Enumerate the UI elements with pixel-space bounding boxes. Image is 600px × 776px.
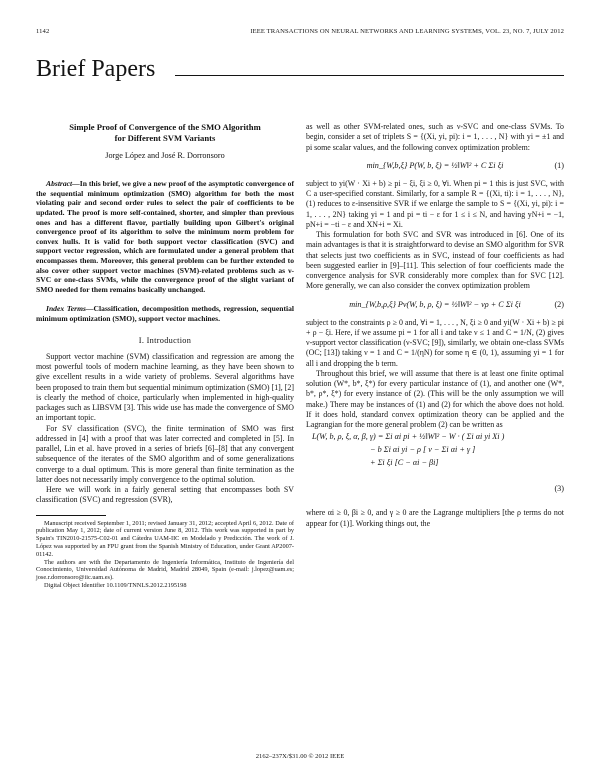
index-terms bbox=[36, 304, 294, 323]
equation-2 bbox=[306, 292, 564, 318]
equation-3-number: (3) bbox=[554, 484, 564, 494]
equation-1 bbox=[306, 153, 564, 179]
section-heading bbox=[36, 56, 564, 84]
section-heading-rule bbox=[175, 75, 564, 76]
left-column bbox=[36, 122, 294, 590]
equation-2-body: min_{W,b,ρ,ξ} Pν(W, b, ρ, ξ) = ½‖W‖² − νρ + C Σi ξi bbox=[349, 299, 521, 309]
equation-3 bbox=[306, 430, 564, 508]
section-heading-text: Brief Papers bbox=[36, 56, 156, 82]
right-paragraph-6: where αi ≥ 0, βi ≥ 0, and γ ≥ 0 are the Lagrange multipliers [the ρ terms do not appear for (1)]. Working things out, the bbox=[306, 508, 564, 528]
equation-3-line-3: + Σi ξi [C − αi − βi] bbox=[370, 458, 439, 468]
paper-title bbox=[36, 122, 294, 144]
equation-2-number: (2) bbox=[554, 299, 564, 309]
equation-1-number: (1) bbox=[554, 160, 564, 170]
right-column bbox=[306, 122, 564, 529]
index-terms-text: Classification, decomposition methods, regression, sequential minimum optimization (SMO), support vector machines. bbox=[36, 304, 295, 323]
footnote-separator bbox=[36, 515, 106, 516]
equation-3-line-1: L(W, b, ρ, ξ, α, β, γ) = Σi αi pi + ½‖W‖² − W · ( Σi αi yi Xi ) bbox=[312, 432, 505, 442]
intro-paragraph-3: Here we will work in a fairly general setting that encompasses both SV classification (SVC) and regression (SVR), bbox=[36, 485, 294, 505]
right-paragraph-3: This formulation for both SVC and SVR was introduced in [6]. One of its main advantages is that it is straightforward to devise an SMO algorithm for SVR that selects just two coefficients as in SVC, instead of four coefficients as had been suggested earlier in [9]–[11]. This selection of four coefficients made the convergence analysis for SVR considerably more complex than for SVC [12]. More generally, we can also consider the convex optimization problem bbox=[306, 230, 564, 291]
footnote-affiliation: The authors are with the Departamento de Ingeniería Informática, Instituto de Ingeniería del Conocimiento, Universidad Autónoma de Madrid, Madrid 28049, Spain (e-mail: j.lopez@uam.es; jose.r.dorronsoro@iic.uam.es). bbox=[36, 558, 294, 582]
intro-paragraph-2: For SV classification (SVC), the finite termination of SMO was first addressed in [4] with a proof that was later corrected and completed in [5]. In parallel, Lin et al. have proved in a series of briefs [6]–[8] that any convergent subsequence of the iterates of the SMO algorithm and of some generalizations converge to a dual optimum. This is more general than finite termination as the latter does not necessarily imply convergence to the optimal solution. bbox=[36, 423, 294, 484]
abstract-label: Abstract— bbox=[46, 179, 80, 189]
index-terms-label: Index Terms— bbox=[46, 304, 94, 314]
right-paragraph-1: as well as other SVM-related ones, such as ν-SVC and one-class SVMs. To begin, consider a set of triplets S = {(Xi, yi, pi): i = 1, . . . , N} with yi = ±1 and pi some scalar values, and the following convex optimization problem: bbox=[306, 122, 564, 152]
abstract bbox=[36, 179, 294, 294]
copyright-footer: 2162–237X/$31.00 © 2012 IEEE bbox=[255, 753, 345, 760]
right-paragraph-2: subject to yi(W · Xi + b) ≥ pi − ξi, ξi ≥ 0, ∀i. When pi = 1 this is just SVC, with C a user-specified constant. Similarly, for a sample R = {(Xi, ti): i = 1, . . . , N}, (1) reduces to ε-insensitive SVR if we enlarge the sample to S = {(Xi, yi, pi): i = 1, . . . , 2N} taking yi = 1 and pi = ti − ε for 1 ≤ i ≤ N, and having yN+i = −1, pN+i = −ti − ε and XN+i = Xi. bbox=[306, 178, 564, 229]
title-line-2: for Different SVM Variants bbox=[114, 133, 216, 143]
equation-1-body: min_{W,b,ξ} P(W, b, ξ) = ½‖W‖² + C Σi ξi bbox=[366, 160, 504, 170]
title-line-1: Simple Proof of Convergence of the SMO Algorithm bbox=[69, 122, 261, 132]
page-number: 1142 bbox=[36, 28, 50, 35]
right-paragraph-4: subject to the constraints ρ ≥ 0 and, ∀i = 1, . . . , N, ξi ≥ 0 and yi(W · Xi + b) ≥ pi + ρ − ξi. Here, if we assume pi = 1 for all i and take ν ≤ 1 and C = 1/N, (2) gives ν-support vector classification (ν-SVC; [9]), similarly, we obtain one-class SVMs (OC; [13]) taking ν = 1 and C = 1/(ηN) for some η ∈ (0, 1), assuming yi = 1 for all i and dropping the b term. bbox=[306, 317, 564, 368]
right-paragraph-5: Throughout this brief, we will assume that there is at least one finite optimal solution (W*, b*, ξ*) for every particular instance of (1), and another one (W*, b*, ρ*, ξ*) for every instance of (2). (This will be the only assumption we will make.) There may be instances of (1) and (2) for which the above does not hold. If it does hold, standard convex optimization theory can be applied and the Lagrangian for the more general problem (2) can be written as bbox=[306, 368, 564, 429]
equation-3-line-2: − b Σi αi yi − ρ [ ν − Σi αi + γ ] bbox=[370, 445, 476, 455]
intro-paragraph-1: Support vector machine (SVM) classification and regression are among the most powerful tools of modern machine learning, as they have been shown to give excellent results in a wide variety of problems. Several algorithms have been proposed to train them but sequential minimum optimization (SMO) [1], [2] is clearly the method of choice, particularly when implemented in high-quality packages such as LIBSVM [3]. This wide use has made the convergence of SMO an important topic. bbox=[36, 351, 294, 423]
footnote-doi: Digital Object Identifier 10.1109/TNNLS.2012.2195198 bbox=[44, 581, 187, 589]
abstract-text: In this brief, we give a new proof of the asymptotic convergence of the sequential minimum optimization (SMO) algorithm for both the most violating pair and second order rules to select the pair of coefficients to be updated. The proof is more self-contained, shorter, and simpler than previous ones and has a different flavor, partially building upon Gilbert's original convergence proof of its algorithm to solve the minimum norm problem for convex hulls. It is valid for both support vector classification (SVC) and support vector regression, which are formulated under a general problem that encompasses them. Moreover, this general problem can be further extended to also cover other support vector machines (SVM)-related problems such as ν-SVC or one-class SVMs, while the convergence proof of the slight variant of SMO needed for them remains basically unchanged. bbox=[36, 179, 294, 294]
footnote-manuscript: Manuscript received September 1, 2011; revised January 31, 2012; accepted April 6, 2012. Date of publication May 1, 2012; date of current version June 8, 2012. This work was supported in part by Spain's TIN2010-21575-C02-01 and Cátedra UAM-IIC en Modelado y Predicción. The work of J. López was supported by an FPU grant from the Spanish Ministry of Education, under Grant AP2007-01142. bbox=[36, 519, 294, 558]
journal-header: IEEE TRANSACTIONS ON NEURAL NETWORKS AND LEARNING SYSTEMS, VOL. 23, NO. 7, JULY 2012 bbox=[250, 28, 564, 35]
intro-heading: I. Introduction bbox=[138, 335, 192, 345]
authors: Jorge López and José R. Dorronsoro bbox=[105, 151, 225, 160]
